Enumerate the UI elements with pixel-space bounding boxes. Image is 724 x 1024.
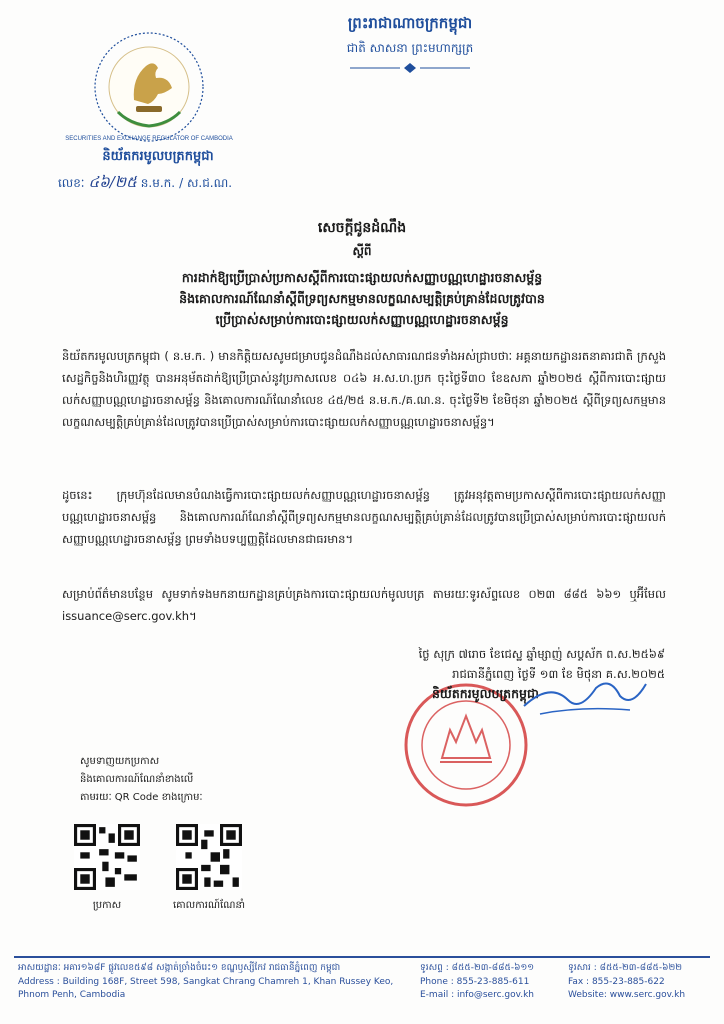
lunar-date: ថ្ងៃ សុក្រ ៧រោច ខែជេស្ឋ ឆ្នាំម្សាញ់ សប្តស័ក ព.ស.២៥៦៩	[418, 647, 665, 661]
svg-text:SECURITIES AND EXCHANGE REGULA: SECURITIES AND EXCHANGE REGULATOR OF CAMBODIA	[65, 136, 233, 142]
website-english[interactable]: Website: www.serc.gov.kh	[568, 990, 686, 1000]
fax-english: Fax : 855-23-885-622	[568, 976, 665, 987]
ref-suffix: / ស.ជ.ណ.	[179, 176, 233, 190]
title-line-4: និងគោលការណ៍ណែនាំស្តីពីទ្រព្យសកម្មមានលក្ខណសម្បត្តិគ្រប់គ្រាន់ដែលត្រូវបាន	[179, 291, 545, 306]
ornament-divider-icon	[350, 62, 470, 74]
email-english[interactable]: E-mail : info@serc.gov.kh	[420, 990, 535, 1000]
body-paragraph-1: និយ័តករមូលបត្រកម្ពុជា ( ន.ម.ក. ) មានកិត្តិយសសូមជម្រាបជូនដំណឹងដល់សាធារណជនទាំងអស់ជ្រាបថាៈ អគ្គនាយកដ្ឋានរតនាគារជាតិ ក្រសួងសេដ្ឋកិច្ចនិងហិរញ្ញវត្ថុ បានអនុម័តដាក់ឱ្យប្រើប្រាស់នូវប្រកាសលេខ ០៤៦ អ.ស.ហ.ប្រក ចុះថ្ងៃទី៣០ ខែឧសភា ឆ្នាំ២០២៥ ស្តីពីការបោះផ្សាយលក់សញ្ញាបណ្ណហេដ្ឋារចនាសម្ព័ន្ធ និងគោលការណ៍ណែនាំលេខ ៤៥/២៥ ន.ម.ក./គ.ណ.ន. ចុះថ្ងៃទី២ ខែមិថុនា ឆ្នាំ២០២៥ ស្តីពីទ្រព្យសកម្មមានលក្ខណសម្បត្តិគ្រប់គ្រាន់ដែលត្រូវបានប្រើប្រាស់សម្រាប់ការបោះផ្សាយលក់សញ្ញាបណ្ណហេដ្ឋារចនាសម្ព័ន្ធ។	[62, 349, 666, 429]
fax-khmer: ទូរសារ : ៨៥៥-២៣-៨៨៥-៦២២	[568, 963, 683, 973]
signature-icon	[520, 676, 650, 720]
address-english-1: Address : Building 168F, Street 598, Sangkat Chrang Chamreh 1, Khan Russey Keo,	[18, 976, 394, 987]
title-line-2: ស្តីពី	[352, 244, 372, 258]
qr-note-2: និងគោលការណ៍ណែនាំខាងលើ	[80, 774, 194, 785]
footer-contact	[420, 962, 560, 1003]
footer-fax-web	[568, 962, 718, 1003]
national-motto: ជាតិ សាសនា ព្រះមហាក្សត្រ	[346, 41, 474, 55]
address-khmer: អាសយដ្ឋានៈ អគារ១៦៨F ផ្លូវលេខ៥៩៨ សង្កាត់ច្រាំងចំរេះ១ ខណ្ឌឫស្សីកែវ រាជធានីភ្នំពេញ កម្ពុជា	[18, 963, 341, 973]
org-name: និយ័តករមូលបត្រកម្ពុជា	[102, 149, 214, 164]
solar-date: រាជធានីភ្នំពេញ ថ្ងៃទី ១៣ ខែ មិថុនា គ.ស.២០២៥	[452, 667, 665, 681]
body-paragraph-2: ដូចនេះ ក្រុមហ៊ុនដែលមានបំណងធ្វើការបោះផ្សាយលក់សញ្ញាបណ្ណហេដ្ឋារចនាសម្ព័ន្ធ ត្រូវអនុវត្តតាមប្រកាសស្តីពីការបោះផ្សាយលក់សញ្ញាបណ្ណហេដ្ឋារចនាសម្ព័ន្ធ និងគោលការណ៍ណែនាំស្តីពីទ្រព្យសកម្មមានលក្ខណសម្បត្តិគ្រប់គ្រាន់ដែលត្រូវបានប្រើប្រាស់សម្រាប់ការបោះផ្សាយលក់សញ្ញាបណ្ណហេដ្ឋារចនាសម្ព័ន្ធ ព្រមទាំងបទប្បញ្ញត្តិដែលមានជាធរមាន។	[62, 488, 666, 546]
address-english-2: Phnom Penh, Cambodia	[18, 990, 126, 1000]
notice-title	[60, 218, 664, 330]
qr-note-1: សូមទាញយកប្រកាស	[80, 756, 160, 767]
body-paragraph-3: សម្រាប់ព័ត៌មានបន្ថែម សូមទាក់ទងមកនាយកដ្ឋានគ្រប់គ្រងការបោះផ្សាយលក់មូលបត្រ តាមរយៈទូរស័ព្ទលេខ ០២៣ ៨៨៥ ៦៦១ ឬអ៊ីមែល issuance@serc.gov.kh។	[62, 587, 666, 623]
ref-number-handwritten: ៤៦/២៥	[88, 173, 137, 191]
phone-khmer: ទូរសព្ទ : ៨៥៥-២៣-៨៨៥-៦១១	[420, 963, 535, 973]
ref-prefix: លេខៈ	[58, 176, 85, 190]
title-line-1: សេចក្តីជូនដំណឹង	[317, 220, 407, 236]
signatory-org: និយ័តករមូលបត្រកម្ពុជា	[432, 686, 539, 701]
serc-seal-logo	[65, 28, 233, 146]
footer-address	[18, 962, 408, 1003]
ref-code: ន.ម.ក.	[140, 176, 176, 190]
qr-note-3: តាមរយៈ QR Code ខាងក្រោមៈ	[80, 792, 203, 803]
qr-code-guideline-icon[interactable]	[176, 824, 242, 890]
footer-divider	[14, 956, 710, 958]
title-line-5: ប្រើប្រាស់សម្រាប់ការបោះផ្សាយលក់សញ្ញាបណ្ណហេដ្ឋារចនាសម្ព័ន្ធ	[215, 312, 509, 327]
qr-caption-prakas: ប្រកាស	[92, 900, 122, 911]
qr-code-prakas-icon[interactable]	[74, 824, 140, 890]
phone-english: Phone : 855-23-885-611	[420, 976, 530, 987]
reference-number	[58, 173, 232, 195]
qr-caption-guideline: គោលការណ៍ណែនាំ	[172, 900, 246, 911]
title-line-3: ការដាក់ឱ្យប្រើប្រាស់ប្រកាសស្តីពីការបោះផ្សាយលក់សញ្ញាបណ្ណហេដ្ឋារចនាសម្ព័ន្ធ	[181, 270, 543, 285]
qr-instructions	[80, 753, 203, 807]
kingdom-heading: ព្រះរាជាណាចក្រកម្ពុជា	[347, 14, 473, 32]
